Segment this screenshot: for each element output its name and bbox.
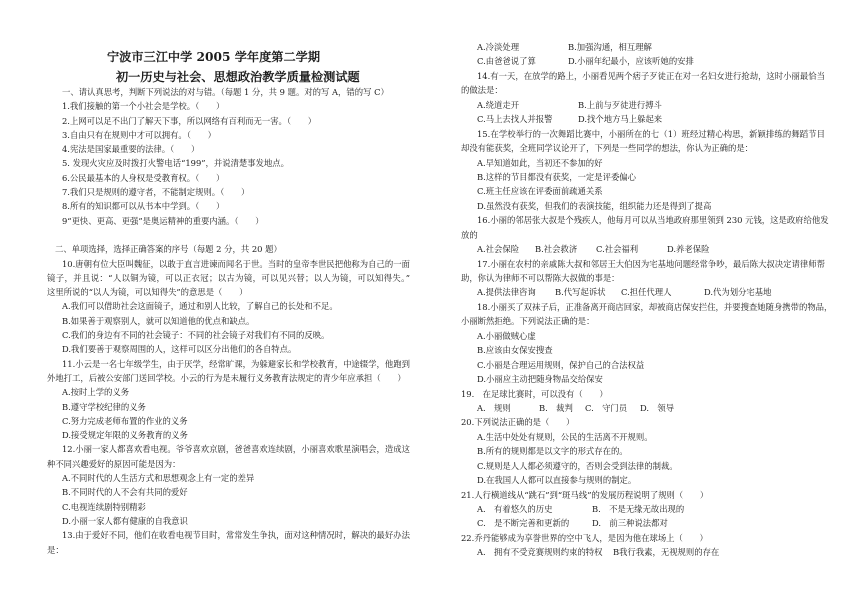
q19-stem: 19. 在足球比赛时，可以没有（ ） xyxy=(461,388,608,399)
q22-options-row xyxy=(461,545,825,559)
q13-options-row-2 xyxy=(461,54,825,68)
q17-option-b: B.代写起诉状 xyxy=(555,287,606,298)
q19-option-d: D. 领导 xyxy=(640,402,675,413)
q17-stem-line-2: 助，你认为律师不可以帮陈大叔做的事是： xyxy=(461,273,620,283)
q19-options-row xyxy=(461,401,825,415)
q11-stem-line-1: 11.小云是一名七年级学生，由于厌学，经常旷课，为躲避家长和学校教育，中途辍学，他跑到 xyxy=(62,358,410,369)
q15-stem-line-1: 15.在学校举行的一次舞蹈比赛中，小丽所在的七（1）班经过精心构思，新颖排练的舞蹈节目 xyxy=(477,128,825,139)
q10-stem-line-2: 镜子，并且说：“人以铜为镜，可以正衣冠；以古为镜，可以见兴替；以人为镜，可以知得失。” xyxy=(47,272,410,283)
q12-option-b: B.不同时代的人不会有共同的爱好 xyxy=(62,487,188,498)
q14-option-b: B.上前与歹徒进行搏斗 xyxy=(578,99,662,110)
q12-option-c: C.电视连续剧特别精彩 xyxy=(62,501,146,512)
q14-option-d: D.找个地方马上躲起来 xyxy=(578,114,663,125)
q21-option-d: D. 前三种说法都对 xyxy=(592,518,668,529)
q19-option-a: A. 规则 xyxy=(477,402,511,413)
q21-stem: 21.人行横道线从“跳石”到“斑马线”的发展历程说明了规则（ ） xyxy=(461,489,709,500)
q12-stem-line-1: 12.小丽一家人都喜欢看电视。爷爷喜欢京剧，爸爸喜欢连续剧，小丽喜欢歌星演唱会，造成这 xyxy=(62,444,410,455)
q15-option-b: B.这样的节目都没有获奖，一定是评委偏心 xyxy=(477,171,636,182)
q20-option-c: C.规则是人人都必须遵守的，否则会受到法律的制裁。 xyxy=(477,460,678,471)
q15-option-d: D.虽然没有获奖，但我们的表演技能，组织能力还是得到了提高 xyxy=(477,200,712,211)
q21-option-c: C. 是不断完善和更新的 xyxy=(477,518,570,529)
q13-stem-line-1: 13.由于爱好不同，他们在收看电视节目时，常常发生争执，面对这种情况时，解决的最好办法 xyxy=(62,530,410,541)
q17-option-c: C.担任代理人 xyxy=(621,287,672,298)
section-2-heading: 二、单项选择，选择正确答案的序号（每题 2 分，共 20 题） xyxy=(55,244,282,255)
judgment-item-4: 4.宪法是国家最重要的法律。（ ） xyxy=(62,144,200,155)
q16-stem-line-1: 16.小丽的邻居张大叔是个残疾人，他每月可以从当地政府那里领到 230 元钱，这是政府给他发 xyxy=(477,215,829,226)
q18-option-b: B.应该由女保安搜查 xyxy=(477,345,553,356)
q20-option-b: B.所有的规则都是以文字的形式存在的。 xyxy=(477,446,628,457)
q12-option-a: A.不同时代的人生活方式和思想观念上有一定的差异 xyxy=(62,473,255,484)
q19-option-b: B. 裁判 xyxy=(539,402,573,413)
q20-stem: 20.下列说法正确的是（ ） xyxy=(461,417,575,428)
q21-options-row-1 xyxy=(461,502,825,516)
q18-stem-line-2: 小丽断然拒绝。下列说法正确的是： xyxy=(461,316,595,327)
q18-option-c: C.小丽是合理运用规则，保护自己的合法权益 xyxy=(477,359,645,370)
q14-options-row-2 xyxy=(461,112,825,126)
q10-stem-line-3: 这里所说的“以人为镜，可以知得失”的意思是（ ） xyxy=(47,287,248,298)
exam-title: 宁波市三江中学 2005 学年度第二学期 xyxy=(107,50,321,64)
judgment-item-3: 3.自由只有在规则中才可以拥有。（ ） xyxy=(62,129,216,140)
q16-stem-line-2: 放的 xyxy=(461,229,478,240)
q17-stem-line-1: 17.小丽在农村的亲戚陈大叔和邻居王大伯因为宅基地问题经常争吵，最后陈大叔决定请律师帮 xyxy=(477,258,825,269)
left-column xyxy=(47,85,410,557)
q14-option-a: A.绕道走开 xyxy=(477,99,520,110)
judgment-item-1: 1.我们接触的第一个小社会是学校。（ ） xyxy=(62,101,225,112)
q14-options-row-1 xyxy=(461,98,825,112)
judgment-item-8: 8.所有的知识都可以从书本中学到。（ ） xyxy=(62,201,225,212)
q17-option-d: D.代为划分宅基地 xyxy=(704,287,772,298)
exam-subtitle: 初一历史与社会、思想政治教学质量检测试题 xyxy=(116,70,360,84)
q13-option-b: B.加强沟通，相互理解 xyxy=(568,42,652,52)
q17-option-a: A.提供法律咨询 xyxy=(477,287,536,298)
q16-option-d: D.养老保险 xyxy=(667,244,710,255)
q15-stem-line-2: 却没有能获奖，全班同学议论开了，下列是一些同学的想法，你认为正确的是： xyxy=(461,143,754,154)
q11-stem-line-2: 外地打工，后被公安部门送回学校。小云的行为是未履行义务教育法规定的青少年应承担（ ） xyxy=(47,372,406,383)
q10-stem-line-1: 10.唐朝有位大臣叫魏征，以敢于直言进谏而闻名于世。当时的皇帝李世民把他称为自己的一面 xyxy=(62,258,410,269)
q15-option-a: A.早知道如此，当初还不参加的好 xyxy=(477,157,603,168)
q20-option-d: D.在我国人人都可以直接参与规则的制定。 xyxy=(477,475,637,486)
q18-option-d: D.小丽应主动把随身物品交给保安 xyxy=(477,374,603,385)
q21-option-a: A. 有着悠久的历史 xyxy=(477,504,553,514)
q10-option-a: A.我们可以借助社会这面镜子，通过和别人比较，了解自己的长处和不足。 xyxy=(62,301,338,312)
q13-stem-line-2: 是： xyxy=(47,544,64,555)
q10-option-d: D.我们要善于观察周围的人，这样可以区分出他们的各自特点。 xyxy=(62,344,297,355)
q16-option-b: B.社会救济 xyxy=(535,244,578,255)
q12-option-d: D.小丽一家人都有健康的自我意识 xyxy=(62,515,188,526)
q21-option-b: B. 不是无缘无故出现的 xyxy=(592,504,685,514)
q22-option-a: A. 拥有不受竞赛规则约束的特权 xyxy=(477,547,603,558)
q14-option-c: C.马上去找人并报警 xyxy=(477,114,553,125)
q22-option-b: B我行我素，无视规则的存在 xyxy=(613,547,720,558)
q12-stem-line-2: 种不同兴趣爱好的原因可能是因为： xyxy=(47,458,181,469)
q10-option-b: B.如果善于观察别人，就可以知道他的优点和缺点。 xyxy=(62,315,255,326)
q17-options-row xyxy=(461,285,825,299)
right-column xyxy=(461,40,833,560)
q22-stem: 22.乔丹能够成为享誉世界的空中飞人，是因为他在球场上（ ） xyxy=(461,532,708,543)
q16-options-row xyxy=(461,242,825,256)
q13-option-d: D.小丽年纪最小，应该听她的安排 xyxy=(568,56,694,67)
q13-option-a: A.冷淡处理 xyxy=(477,42,520,52)
q13-options-row-1 xyxy=(461,40,825,54)
q16-option-a: A.社会保险 xyxy=(477,244,520,255)
q19-option-c: C. 守门员 xyxy=(585,402,628,413)
q20-option-a: A.生活中处处有规则，公民的生活离不开规则。 xyxy=(477,431,653,442)
judgment-item-6: 6.公民最基本的人身权是受教育权。（ ） xyxy=(62,172,225,183)
judgment-item-7: 7.我们只是规则的遵守者，不能制定规则。（ ） xyxy=(62,187,250,198)
q14-stem-line-1: 14.有一天，在放学的路上，小丽看见两个痞子歹徒正在对一名妇女进行抢劫，这时小丽最恰当 xyxy=(477,70,825,81)
section-1-heading: 一、请认真思考，判断下列说法的对与错。（每题 1 分，共 9 题。对的写 A，错的写 C） xyxy=(62,87,389,97)
q21-options-row-2 xyxy=(461,516,825,530)
q11-option-d: D.接受规定年限的义务教育的义务 xyxy=(62,430,188,441)
q18-option-a: A.小丽做贼心虚 xyxy=(477,330,536,341)
q14-stem-line-2: 的做法是： xyxy=(461,85,503,96)
judgment-item-9: 9“更快、更高、更强”是奥运精神的重要内涵。（ ） xyxy=(62,215,264,226)
q11-option-a: A.按时上学的义务 xyxy=(62,387,130,398)
q16-option-c: C.社会福利 xyxy=(596,244,639,255)
q13-option-c: C.由爸爸说了算 xyxy=(477,56,536,67)
q10-option-c: C.我们的身边有不同的社会镜子：不同的社会镜子对我们有不同的反映。 xyxy=(62,330,330,341)
q11-option-b: B.遵守学校纪律的义务 xyxy=(62,401,146,412)
q15-option-c: C.班主任应该在评委面前疏通关系 xyxy=(477,186,603,197)
judgment-item-5: 5. 发现火灾应及时拨打火警电话“199”，并说清楚事发地点。 xyxy=(62,158,289,169)
q11-option-c: C.努力完成老师布置的作业的义务 xyxy=(62,415,188,426)
judgment-item-2: 2.上网可以足不出门了解天下事，所以网络有百利而无一害。（ ） xyxy=(62,115,317,126)
q18-stem-line-1: 18.小丽买了双袜子后，正准备离开商店回家，却被商店保安拦住，并要搜查她随身携带的物品， xyxy=(477,301,833,312)
